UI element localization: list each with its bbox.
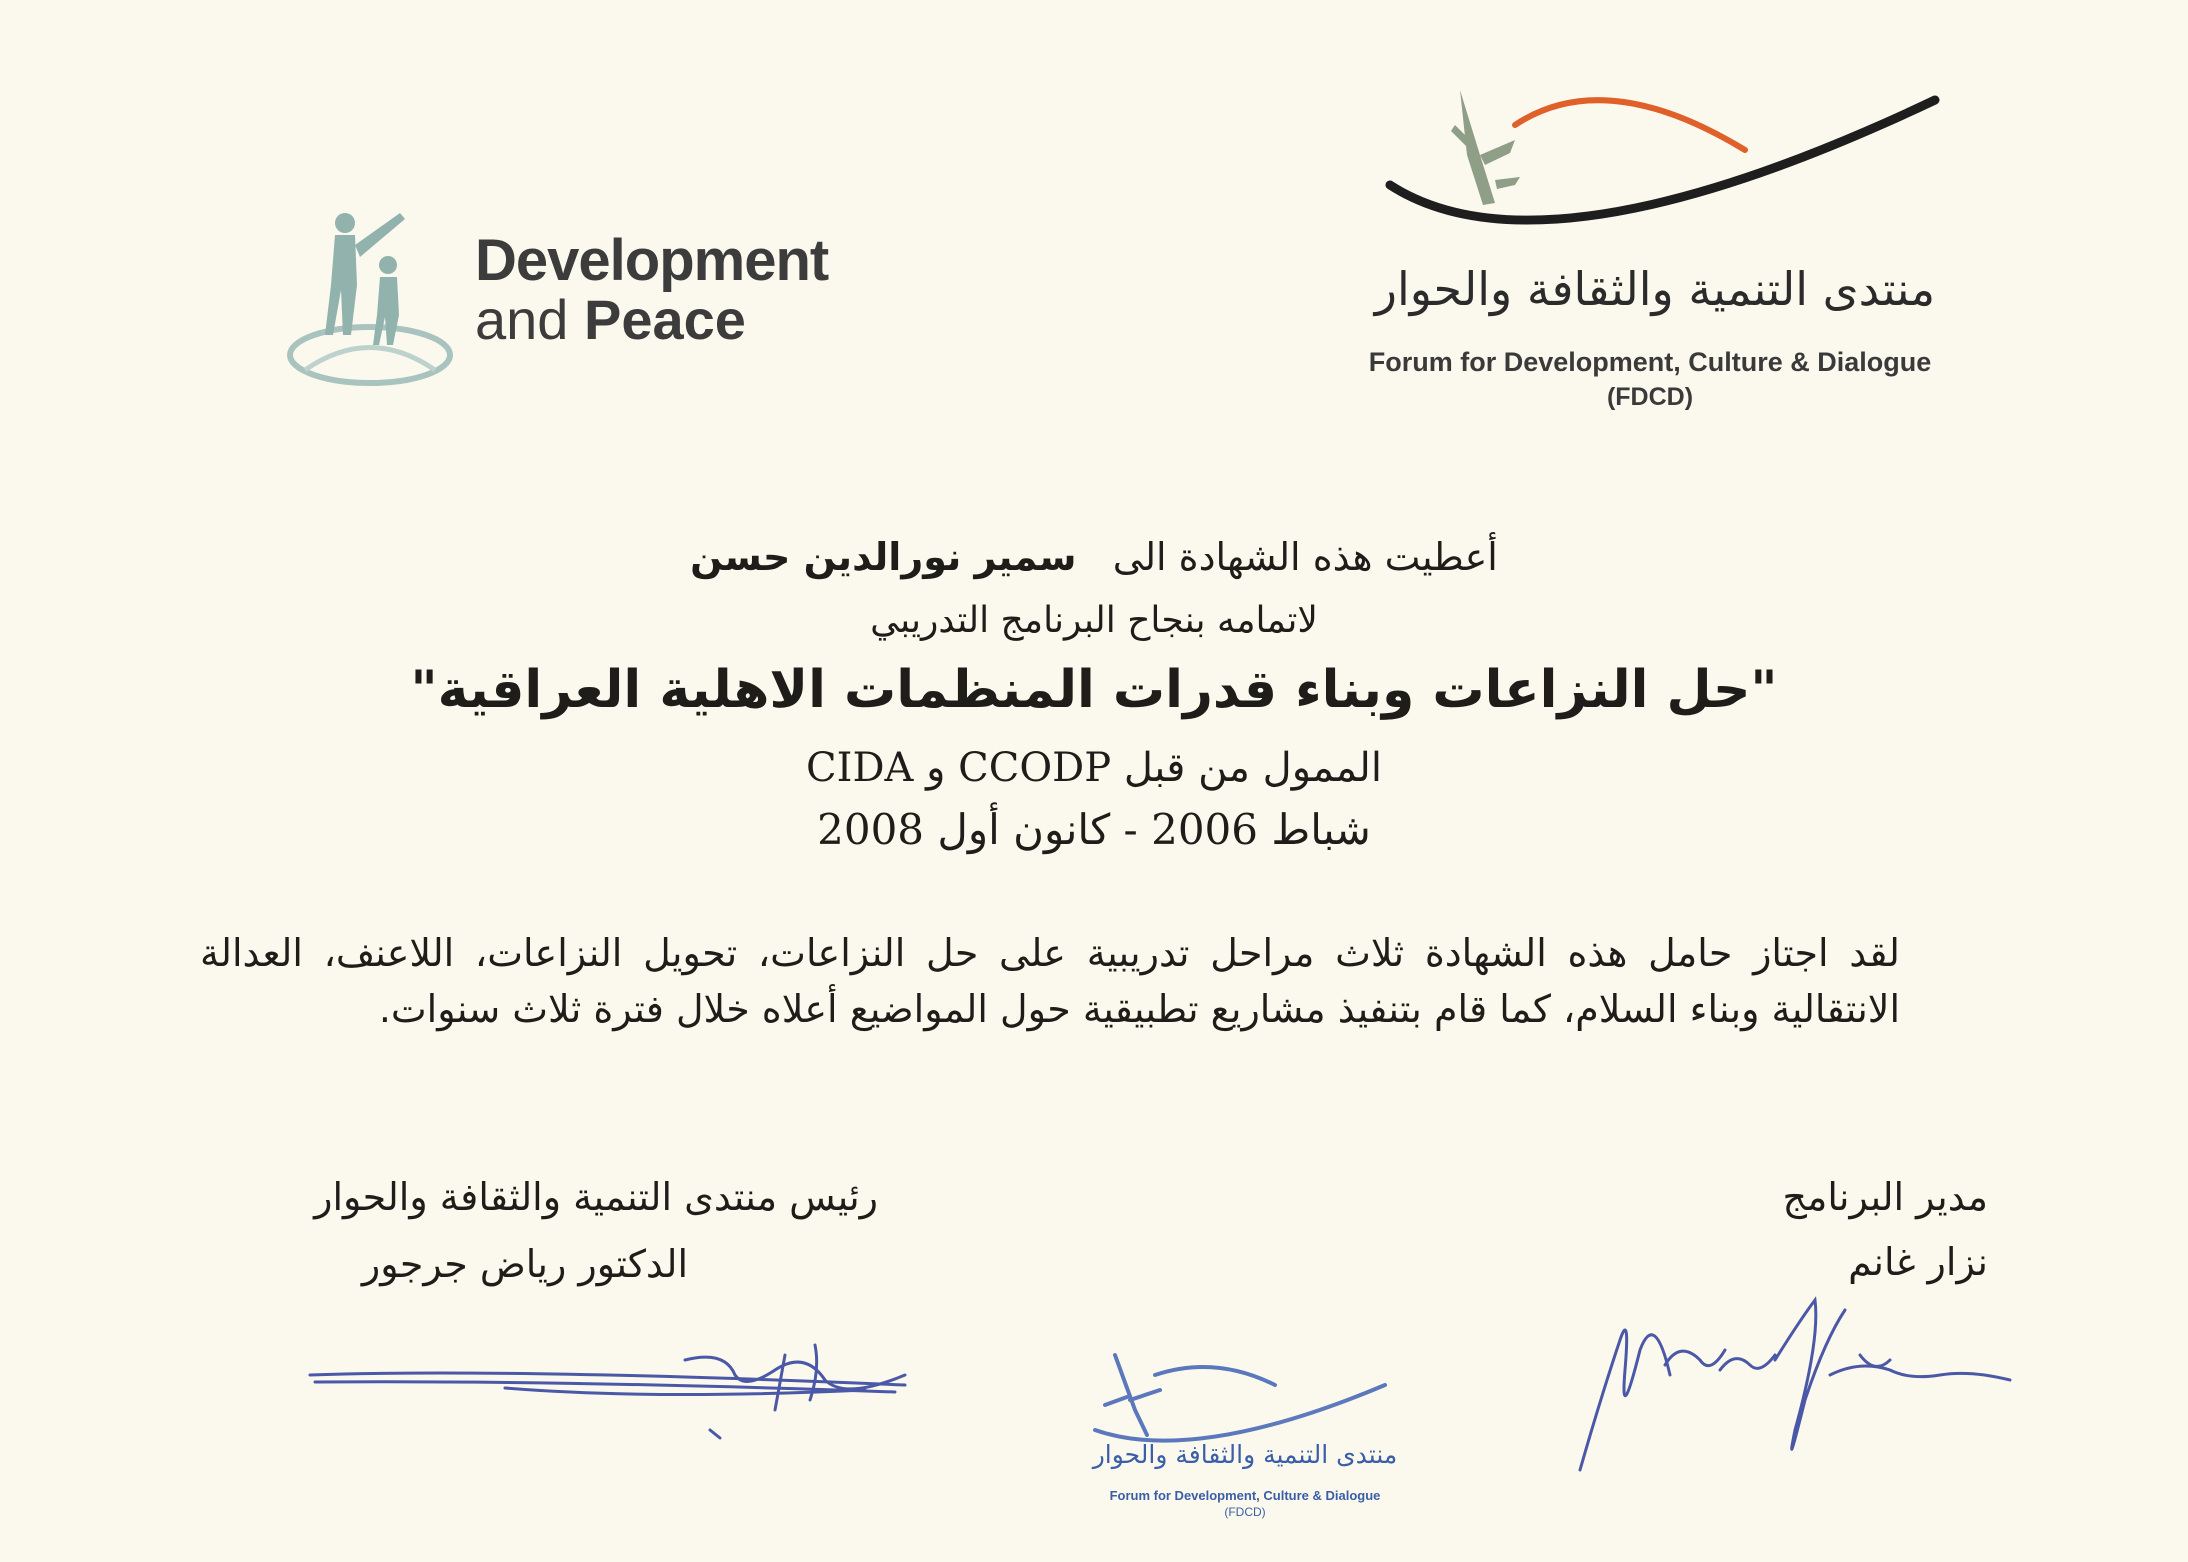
program-dates: شباط 2006 - كانون أول 2008	[817, 805, 1371, 854]
development-and-peace-wordmark	[475, 228, 829, 351]
program-director-name: نزار غانم	[1848, 1240, 1988, 1284]
given-prefix: أعطيت هذه الشهادة الى	[1112, 535, 1498, 579]
program-director-title: مدير البرنامج	[1782, 1175, 1988, 1219]
fdcd-abbreviation: (FDCD)	[1606, 383, 1694, 411]
funded-by-line: الممول من قبل CCODP و CIDA	[806, 745, 1382, 791]
fdcd-swoosh-logo-icon	[1385, 85, 1945, 265]
dp-line2-bold: Peace	[584, 288, 746, 351]
fdcd-english-name: Forum for Development, Culture & Dialogue	[1368, 347, 1932, 377]
dp-line2	[475, 288, 828, 351]
certificate-paragraph: لقد اجتاز حامل هذه الشهادة ثلاث مراحل تدريبية على حل النزاعات، تحويل النزاعات، اللاعنف، العدالة الانتقالية وبناء السلام، كما قام بتنفيذ مشاريع تطبيقية حول المواضيع أعلاه خلال فترة ثلاث سنوات.	[200, 931, 1900, 1031]
director-signature-icon	[1560, 1280, 2020, 1510]
completion-line: لاتمامه بنجاح البرنامج التدريبي	[870, 600, 1318, 641]
dp-line2-light: and	[475, 288, 569, 351]
stamp-abbreviation: (FDCD)	[1224, 1505, 1266, 1519]
dp-line1: Development	[475, 228, 829, 293]
forum-president-name: الدكتور رياض جرجور	[361, 1242, 688, 1286]
stamp-arabic-name: منتدى التنمية والثقافة والحوار	[1092, 1440, 1398, 1469]
stamp-english-name: Forum for Development, Culture & Dialogue	[1109, 1488, 1381, 1503]
fdcd-arabic-name: منتدى التنمية والثقافة والحوار	[1374, 262, 1936, 316]
president-signature-icon	[305, 1330, 915, 1470]
given-line	[0, 535, 2188, 579]
recipient-name: سمير نورالدين حسن	[690, 535, 1077, 579]
program-title: "حل النزاعات وبناء قدرات المنظمات الاهلية العراقية"	[410, 660, 1778, 720]
forum-president-title: رئيس منتدى التنمية والثقافة والحوار	[314, 1175, 878, 1219]
